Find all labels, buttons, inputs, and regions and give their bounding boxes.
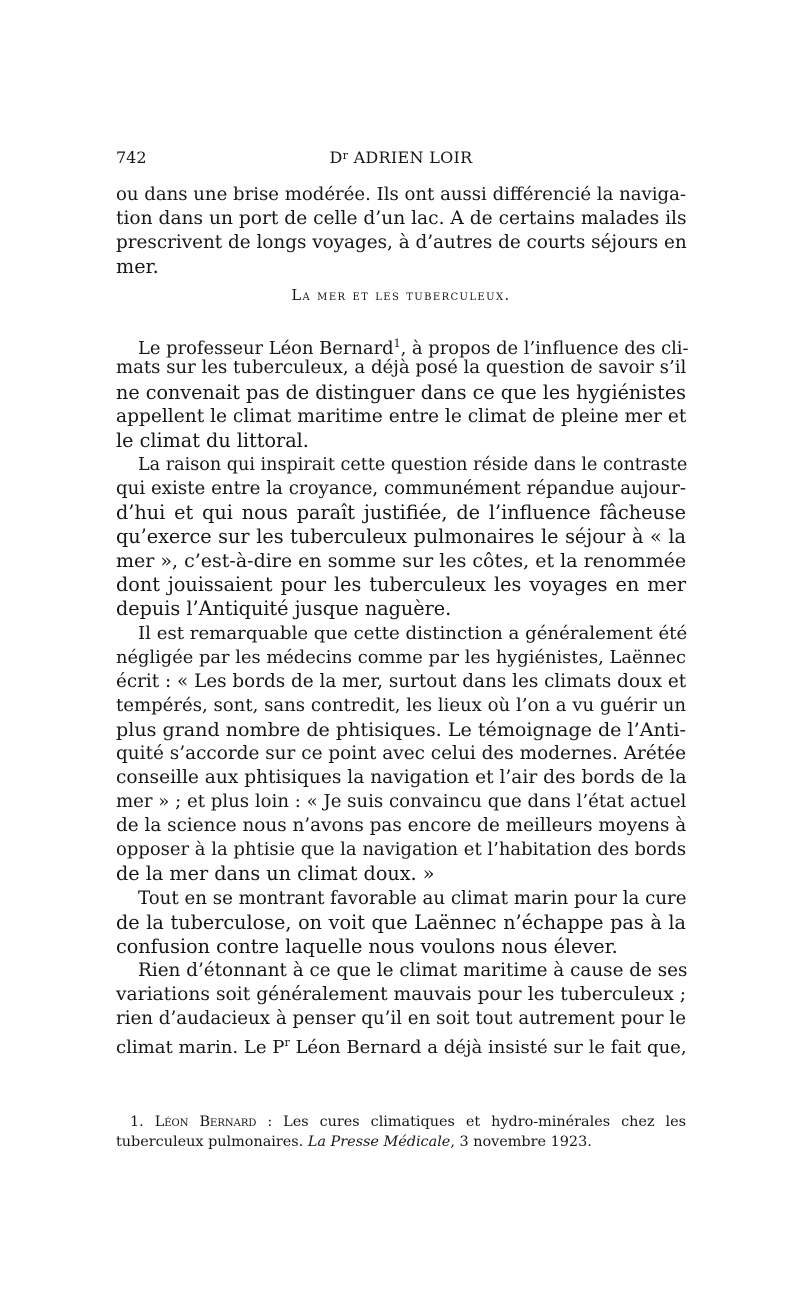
text-line: conseille aux phtisiques la navigation et l’air des bords de la [116, 767, 687, 789]
text-fragment: Léon Bernard a déjà insisté sur le fait que, [289, 1037, 687, 1059]
text-line: ne convenait pas de distinguer dans ce que les hygiénistes [116, 380, 686, 404]
footnote-text: tuberculeux pulmonaires. [116, 1134, 308, 1150]
page-number: 742 [116, 148, 147, 167]
paragraph [116, 332, 689, 452]
paragraph [116, 887, 686, 959]
section-heading: La mer et les tuberculeux. [291, 288, 511, 305]
text-line: opposer à la phtisie que la navigation et l’habitation des bords [116, 839, 687, 861]
superscript: r [284, 1036, 290, 1050]
text-line: Il est remarquable que cette distinction a généralement été [138, 622, 688, 644]
footnote-number: 1. [130, 1114, 144, 1130]
text-fragment: climat marin. Le P [116, 1037, 285, 1059]
text-fragment: Le professeur Léon Bernard [138, 338, 394, 360]
text-line: qu’exerce sur les tuberculeux pulmonaires le séjour à « la [116, 525, 686, 549]
running-title-name: ADRIEN LOIR [353, 148, 473, 167]
text-line: de la mer dans un climat doux. » [116, 862, 435, 886]
text-line: appellent le climat maritime entre le climat de pleine mer et [116, 405, 687, 427]
footnote-text: : Les cures climatiques et hydro-minérales chez les [256, 1114, 686, 1130]
text-line: Tout en se montrant favorable au climat marin pour la cure [138, 887, 687, 909]
running-title-superscript: r [342, 149, 349, 162]
text-line: tempérés, sont, sans contredit, les lieux où l’on a vu guérir un [116, 694, 686, 716]
paragraph [116, 959, 688, 1059]
paragraph-continuation [116, 183, 686, 279]
text-line: variations soit généralement mauvais pour les tuberculeux ; [116, 983, 686, 1005]
text-line: tion dans un port de celle d’un lac. A de certains malades ils [116, 208, 687, 230]
footnote-author: Léon Bernard [154, 1114, 257, 1130]
text-line: mer. [116, 255, 159, 279]
text-line: depuis l’Antiquité jusque naguère. [116, 597, 452, 621]
text-line: mats sur les tuberculeux, a déjà posé la question de savoir s’il [116, 357, 687, 379]
text-line: plus grand nombre de phtisiques. Le témoignage de l’Anti- [116, 717, 686, 741]
text-line: écrit : « Les bords de la mer, surtout dans les climats doux et [116, 670, 687, 692]
footnote-line [116, 1112, 686, 1132]
footnote-journal: La Presse Médicale [307, 1134, 451, 1150]
running-head [116, 148, 686, 172]
paragraph [116, 622, 686, 887]
text-line: La raison qui inspirait cette question réside dans le contraste [138, 454, 688, 475]
text-line: ou dans une brise modérée. Ils ont aussi différencié la naviga- [116, 184, 686, 205]
body-text [116, 183, 689, 1059]
running-title-prefix: D [329, 148, 343, 167]
text-line [116, 332, 689, 360]
text-line: le climat du littoral. [116, 428, 309, 452]
text-line: confusion contre laquelle nous voulons nous élever. [116, 934, 618, 958]
footnote-marker: 1 [393, 337, 401, 351]
text-line: quité s’accorde sur ce point avec celui des modernes. Arétée [116, 742, 686, 764]
text-line: mer », c’est-à-dire en somme sur les côtes, et la renommée [116, 550, 687, 573]
text-line: qui existe entre la croyance, communément répandue aujour- [116, 477, 686, 499]
footnote [116, 1112, 686, 1152]
text-line: prescrivent de longs voyages, à d’autres de courts séjours en [116, 232, 687, 254]
paragraph [116, 453, 686, 622]
text-line: dont jouissaient pour les tuberculeux les voyages en mer [116, 573, 686, 597]
footnote-date: , 3 novembre 1923. [450, 1134, 592, 1150]
text-line: négligée par les médecins comme par les hygiénistes, Laënnec [116, 646, 686, 668]
text-line: rien d’audacieux à penser qu’il en soit tout autrement pour le [116, 1008, 686, 1029]
text-fragment: , à propos de l’influence des cli- [400, 338, 689, 360]
footnote-line [116, 1132, 686, 1152]
text-line: Rien d’étonnant à ce que le climat maritime à cause de ses [138, 959, 688, 981]
text-line [116, 1031, 687, 1059]
text-line: mer » ; et plus loin : « Je suis convaincu que dans l’état actuel [116, 791, 687, 813]
running-title [116, 148, 686, 167]
text-line: d’hui et qui nous paraît justifiée, de l’influence fâcheuse [116, 501, 686, 525]
text-line: de la science nous n’avons pas encore de meilleurs moyens à [116, 815, 687, 837]
text-line: de la tuberculose, on voit que Laënnec n’échappe pas à la [116, 910, 686, 934]
